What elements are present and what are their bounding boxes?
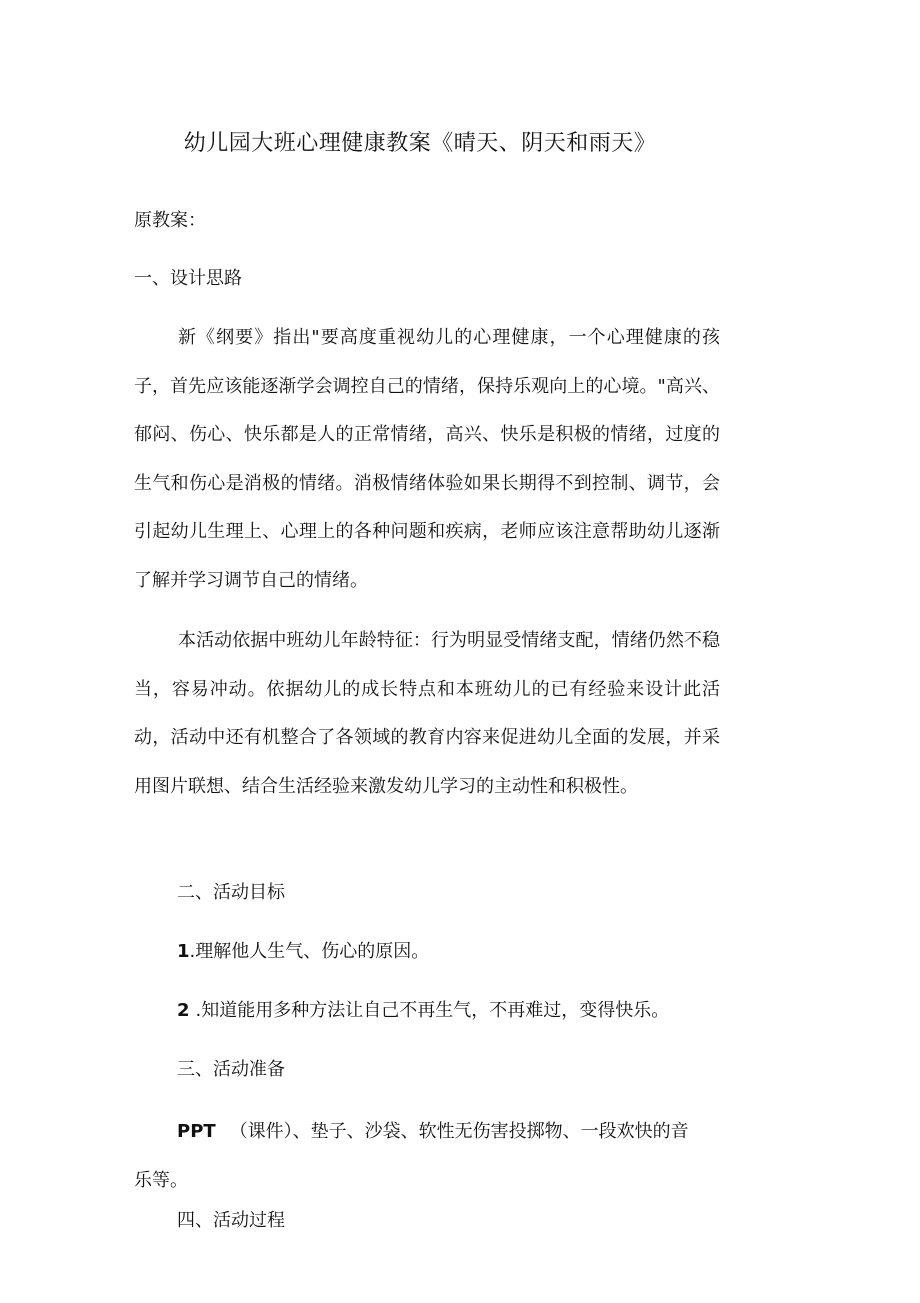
design-paragraph-1: 新《纲要》指出"要高度重视幼儿的心理健康，一个心理健康的孩子，首先应该能逐渐学会调控自己的情绪，保持乐观向上的心境。"高兴、郁闷、伤心、快乐都是人的正常情绪，高兴、快乐是积极的情绪，过度的生气和伤心是消极的情绪。消极情绪体验如果长期得不到控制、调节，会引起幼儿生理上、心理上的各种问题和疾病，老师应该注意帮助幼儿逐渐了解并学习调节自己的情绪。 [134,327,720,591]
prep-ppt-label: PPT [177,1121,216,1142]
goal-item-2-number: 2 [177,1000,190,1021]
intro-label: 原教案： [134,210,206,231]
section-heading-goals: 二、活动目标 [177,882,285,903]
goal-item-1-number: 1 [177,941,190,962]
section-heading-prep: 三、活动准备 [177,1059,285,1080]
section-heading-design: 一、设计思路 [134,268,242,289]
prep-line-1 [177,1120,689,1144]
goal-item-2 [177,999,669,1023]
goal-item-1 [177,940,429,964]
document-title: 幼儿园大班心理健康教案《晴天、阴天和雨天》 [183,131,657,156]
section-heading-process: 四、活动过程 [177,1210,285,1231]
goal-item-1-text: .理解他人生气、伤心的原因。 [189,941,430,962]
goal-item-2-text: .知道能用多种方法让自己不再生气，不再难过，变得快乐。 [195,1000,670,1021]
prep-text-line-1: （课件）、垫子、沙袋、软性无伤害投掷物、一段欢快的音 [229,1121,689,1142]
prep-line-2: 乐等。 [134,1170,188,1191]
design-paragraph-2: 本活动依据中班幼儿年龄特征：行为明显受情绪支配，情绪仍然不稳当，容易冲动。依据幼儿的成长特点和本班幼儿的已有经验来设计此活动，活动中还有机整合了各领域的教育内容来促进幼儿全面的发展，并采用图片联想、结合生活经验来激发幼儿学习的主动性和积极性。 [134,630,720,797]
